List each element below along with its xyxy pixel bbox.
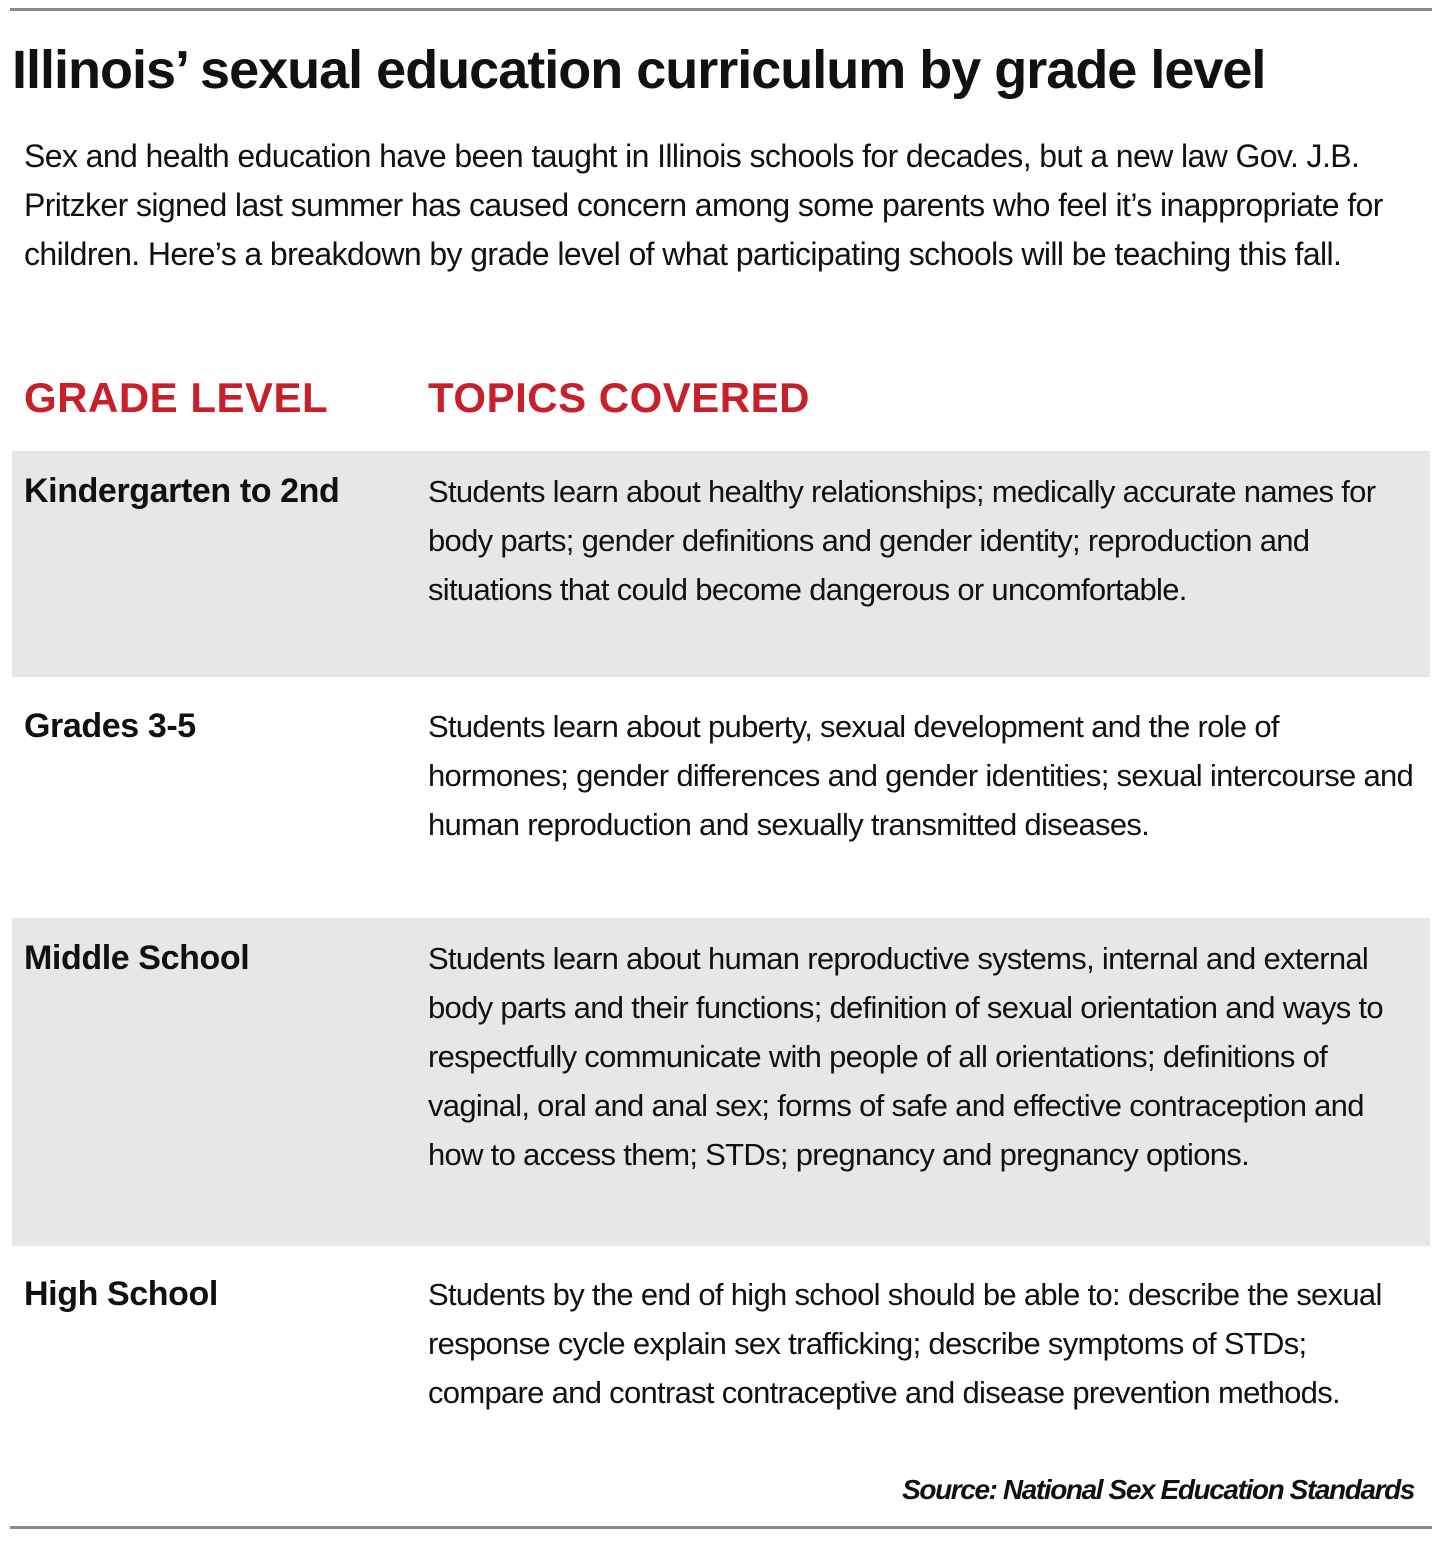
column-header-grade-level: GRADE LEVEL: [24, 374, 329, 421]
table-row-kindergarten-2nd: [12, 451, 1430, 677]
topics-cell: Students learn about human reproductive systems, internal and external body parts and their functions; definition of sexual orientation and ways to respectfully communicate with people of all orientations; definitions of vaginal, oral and anal sex; forms of safe and effective contraception and how to access them; STDs; pregnancy and pregnancy options.: [428, 941, 1383, 1172]
table-row-middle-school: [12, 918, 1430, 1246]
source-credit: Source: National Sex Education Standards: [902, 1474, 1414, 1505]
column-header-topics-covered: TOPICS COVERED: [428, 374, 810, 421]
table-row-high-school: [12, 1254, 1430, 1470]
topics-cell: Students learn about healthy relationships; medically accurate names for body parts; gender definitions and gender identity; reproduction and situations that could become dangerous or uncomfortable.: [428, 474, 1376, 607]
bottom-rule: [10, 1526, 1432, 1529]
grade-level-cell: Grades 3-5: [24, 707, 196, 745]
top-rule: [10, 8, 1432, 11]
grade-level-cell: Middle School: [24, 939, 250, 977]
topics-cell: Students by the end of high school should be able to: describe the sexual response cycle explain sex trafficking; describe symptoms of STDs; compare and contrast contraceptive and disease prevention methods.: [428, 1277, 1382, 1410]
grade-level-cell: High School: [24, 1275, 218, 1313]
intro-paragraph: Sex and health education have been taught in Illinois schools for decades, but a new law Gov. J.B. Pritzker signed last summer has caused concern among some parents who feel it’s inappropriate for children. Here’s a breakdown by grade level of what participating schools will be teaching this fall.: [24, 138, 1383, 272]
grade-level-cell: Kindergarten to 2nd: [24, 472, 340, 510]
topics-cell: Students learn about puberty, sexual development and the role of hormones; gender differences and gender identities; sexual intercourse and human reproduction and sexually transmitted diseases.: [428, 709, 1414, 842]
table-row-grades-3-5: [12, 686, 1430, 906]
graphic-title: Illinois’ sexual education curriculum by grade level: [12, 40, 1266, 100]
